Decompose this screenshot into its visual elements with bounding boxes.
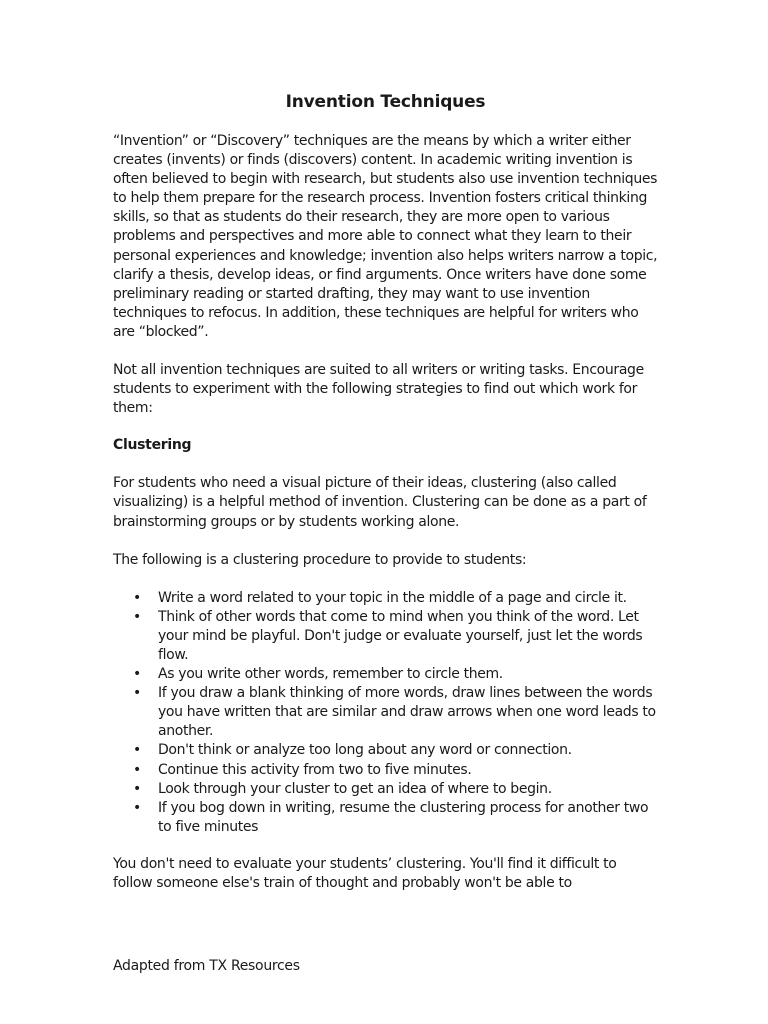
bullet-icon: •	[133, 742, 141, 759]
bullet-icon: •	[133, 685, 141, 702]
page-title: Invention Techniques	[285, 92, 486, 112]
document-page	[113, 92, 658, 912]
intro-paragraph: “Invention” or “Discovery” techniques are the means by which a writer either creates (invents) or finds (discovers) content. In academic writing invention is often believed to begin with research, but students also use invention techniques to help them prepare for the research process. Invention fosters critical thinking skills, so that as students do their research, they are more open to various problems and perspectives and more able to connect what they learn to their personal experiences and knowledge; invention also helps writers narrow a topic, clarify a thesis, develop ideas, or find arguments. Once writers have done some preliminary reading or started drafting, they may want to use invention techniques to refocus. In addition, these techniques are helpful for writers who are “blocked”.	[113, 133, 658, 340]
list-item	[113, 780, 658, 799]
bullet-icon: •	[133, 761, 141, 778]
section-heading-clustering: Clustering	[113, 437, 192, 454]
list-item	[113, 589, 658, 608]
procedure-intro: The following is a clustering procedure to provide to students:	[113, 551, 527, 568]
closing-paragraph: You don't need to evaluate your students’ clustering. You'll find it difficult to follow someone else's train of thought and probably won't be able to	[113, 855, 617, 891]
procedure-list	[113, 589, 658, 837]
list-item	[113, 665, 658, 684]
list-item-text: Don't think or analyze too long about any word or connection.	[158, 742, 572, 759]
footer-attribution: Adapted from TX Resources	[113, 958, 300, 974]
second-paragraph: Not all invention techniques are suited to all writers or writing tasks. Encourage students to experiment with the following strategies to find out which work for them:	[113, 362, 644, 417]
list-item-text: Look through your cluster to get an idea of where to begin.	[158, 780, 552, 797]
list-item-text: Continue this activity from two to five minutes.	[158, 761, 472, 778]
clustering-paragraph: For students who need a visual picture of their ideas, clustering (also called visualizing) is a helpful method of invention. Clustering can be done as a part of brainstorming groups or by students working alone.	[113, 475, 647, 530]
list-item	[113, 799, 658, 837]
list-item	[113, 741, 658, 760]
list-item-text: If you draw a blank thinking of more words, draw lines between the words you have written that are similar and draw arrows when one word leads to another.	[158, 685, 656, 740]
bullet-icon: •	[133, 589, 141, 606]
bullet-icon: •	[133, 608, 141, 625]
list-item	[113, 608, 658, 665]
bullet-icon: •	[133, 780, 141, 797]
list-item-text: Write a word related to your topic in the middle of a page and circle it.	[158, 589, 627, 606]
bullet-icon: •	[133, 799, 141, 816]
bullet-icon: •	[133, 666, 141, 683]
list-item	[113, 684, 658, 741]
list-item-text: As you write other words, remember to circle them.	[158, 666, 503, 683]
list-item-text: Think of other words that come to mind when you think of the word. Let your mind be playful. Don't judge or evaluate yourself, just let the words flow.	[158, 608, 643, 663]
list-item-text: If you bog down in writing, resume the clustering process for another two to five minutes	[158, 799, 649, 835]
list-item	[113, 761, 658, 780]
